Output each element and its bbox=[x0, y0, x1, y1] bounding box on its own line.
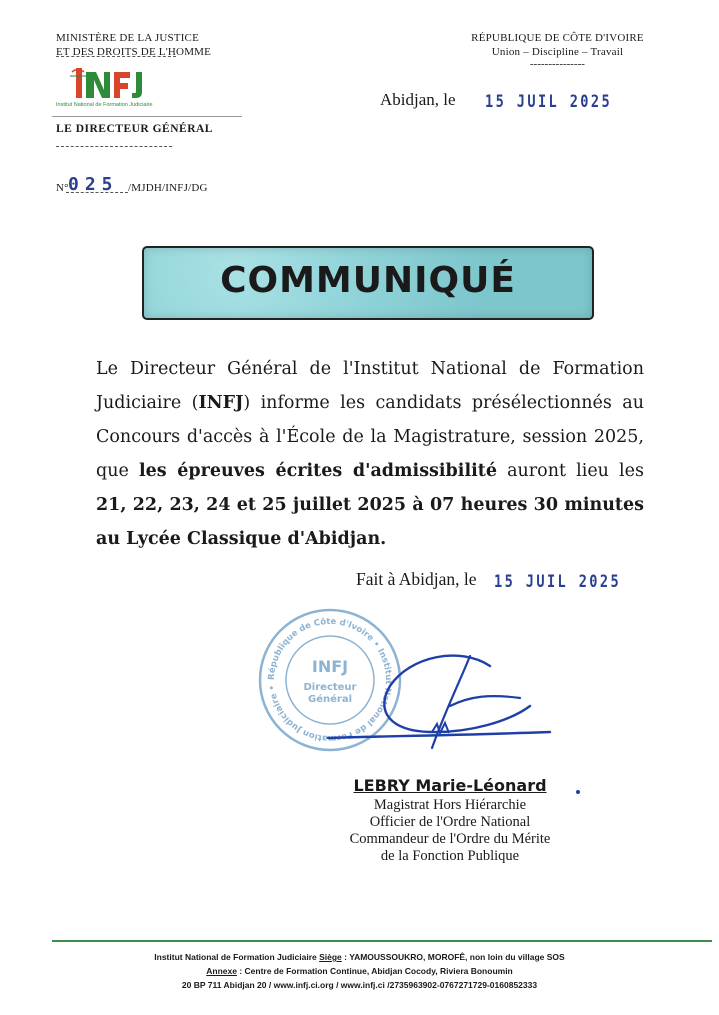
republic-name: RÉPUBLIQUE DE CÔTE D'IVOIRE bbox=[471, 32, 644, 44]
footer-siege-address: : YAMOUSSOUKRO, MOROFÊ, non loin du village SOS bbox=[341, 952, 565, 962]
ministry-block bbox=[56, 31, 211, 59]
footer-institute: Institut National de Formation Judiciaire bbox=[154, 952, 320, 962]
footer-siege-label: Siège bbox=[319, 952, 342, 962]
reference-suffix: /MJDH/INFJ/DG bbox=[128, 182, 208, 194]
communique-body bbox=[96, 352, 644, 556]
communique-banner bbox=[142, 246, 594, 320]
signatory-line-2: Officier de l'Ordre National bbox=[369, 814, 531, 830]
seal-logo-text: INFJ bbox=[311, 657, 349, 676]
reference-prefix: N° bbox=[56, 182, 69, 194]
signature-dot bbox=[576, 790, 580, 794]
signatory-line-1: Magistrat Hors Hiérarchie bbox=[373, 797, 527, 813]
logo-caption: Institut National de Formation Judiciaire bbox=[56, 102, 153, 108]
signatory-block bbox=[300, 776, 600, 865]
reference-dashes bbox=[66, 192, 128, 193]
body-bold-2: 21, 22, 23, 24 et 25 juillet 2025 à 07 heures 30 minutes au Lycée Classique d'Abidjan. bbox=[96, 495, 644, 549]
footer-annexe-address: : Centre de Formation Continue, Abidjan Cocody, Riviera Bonoumin bbox=[236, 966, 513, 976]
handwritten-signature bbox=[320, 636, 560, 766]
closing-label: Fait à Abidjan, le bbox=[356, 569, 477, 589]
director-dashes bbox=[56, 146, 172, 147]
signatory-line-3: Commandeur de l'Ordre du Mérite bbox=[349, 831, 551, 847]
signature-icon bbox=[320, 636, 560, 766]
ministry-line-1: MINISTÈRE DE LA JUSTICE bbox=[56, 32, 200, 44]
footer-annexe-label: Annexe bbox=[206, 966, 237, 976]
footer-line-1 bbox=[0, 950, 719, 964]
republic-dashes: --------------- bbox=[530, 58, 585, 70]
header-dashes-left bbox=[56, 56, 176, 57]
body-part-1: Le Directeur Général de l'Institut National de Formation Judiciaire ( bbox=[96, 359, 644, 413]
republic-block bbox=[455, 31, 660, 69]
date-stamp-header: 15 JUIL 2025 bbox=[485, 92, 613, 112]
communique-title: COMMUNIQUÉ bbox=[220, 260, 516, 301]
header-rule-under-logo bbox=[52, 116, 242, 117]
infj-logo bbox=[56, 64, 176, 114]
date-stamp-closing: 15 JUIL 2025 bbox=[494, 572, 622, 592]
director-title: LE DIRECTEUR GÉNÉRAL bbox=[56, 123, 213, 135]
body-part-3: auront lieu les bbox=[496, 461, 644, 481]
footer-line-2 bbox=[0, 964, 719, 978]
footer bbox=[0, 950, 719, 992]
footer-contacts: 20 BP 711 Abidjan 20 / www.infj.ci.org / www.infj.ci /2735963902-0767271729-0160852333 bbox=[181, 980, 538, 990]
footer-rule bbox=[52, 940, 712, 942]
ministry-line-2: ET DES DROITS DE L'HOMME bbox=[56, 46, 212, 58]
body-part-2: ) informe les candidats présélectionnés au Concours d'accès à l'École de la Magistrature, session 2025, que bbox=[96, 393, 644, 481]
body-bold-1: les épreuves écrites d'admissibilité bbox=[138, 461, 497, 481]
seal-line-1: Directeur bbox=[303, 682, 357, 693]
republic-motto: Union – Discipline – Travail bbox=[491, 46, 624, 58]
seal-line-2: Général bbox=[308, 694, 352, 705]
seal-ring-text: République de Côte d'Ivoire • Institut National de Formation Judiciaire • bbox=[266, 616, 394, 744]
footer-line-3 bbox=[0, 978, 719, 992]
reference-digits: 025 bbox=[68, 174, 119, 195]
body-acronym: INFJ bbox=[198, 393, 244, 413]
place-date-label: Abidjan, le bbox=[380, 90, 456, 109]
signatory-line-4: de la Fonction Publique bbox=[380, 848, 520, 864]
signatory-name: LEBRY Marie-Léonard bbox=[353, 776, 547, 795]
